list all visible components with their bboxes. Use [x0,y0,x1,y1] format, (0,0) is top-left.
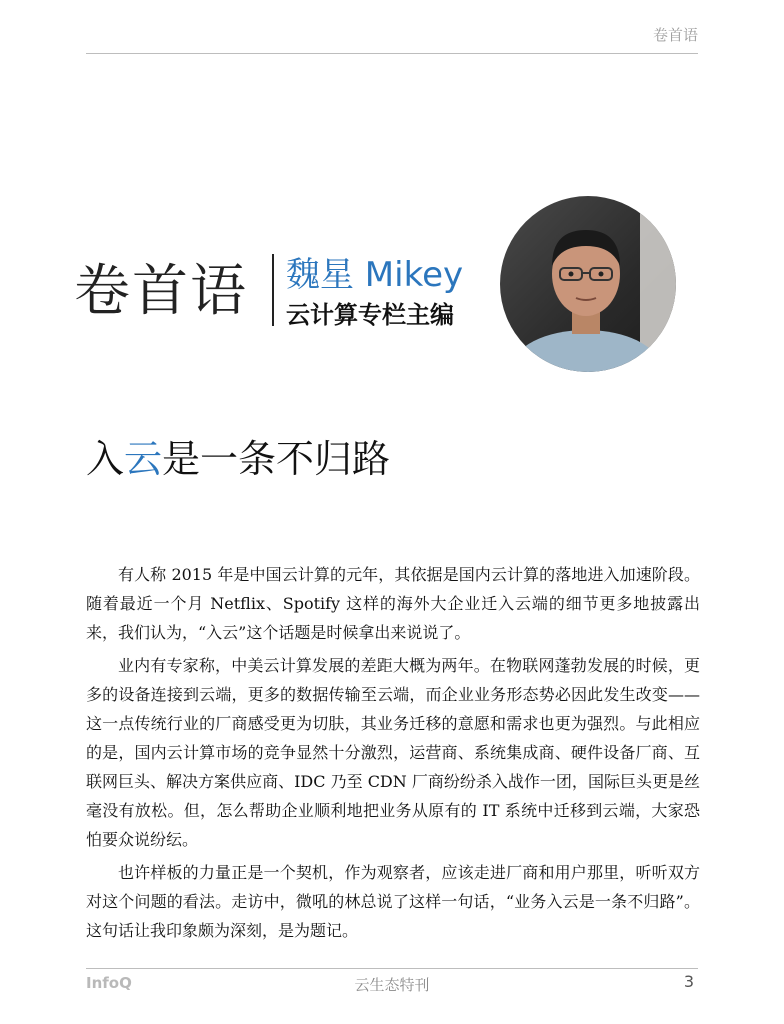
header-rule [86,53,698,54]
headline-pre: 入 [86,437,125,481]
article-headline [86,428,390,483]
article-body [86,560,700,949]
article-paragraph-3: 也许样板的力量正是一个契机，作为观察者，应该走进厂商和用户那里，听听双方对这个问题的看法。走访中，微吼的林总说了这样一句话，“业务入云是一条不归路”。这句话让我印象颇为深刻，是为题记。 [86,863,700,940]
author-role: 云计算专栏主编 [286,301,454,329]
footer-rule [86,968,698,969]
section-title: 卷首语 [74,259,248,324]
headline-post: 是一条不归路 [162,437,391,481]
article-paragraph-2: 业内有专家称，中美云计算发展的差距大概为两年。在物联网蓬勃发展的时候，更多的设备连接到云端，更多的数据传输至云端，而企业业务形态势必因此发生改变——这一点传统行业的厂商感受更为切肤，其业务迁移的意愿和需求也更为强烈。与此相应的是，国内云计算市场的竞争显然十分激烈，运营商、系统集成商、硬件设备厂商、互联网巨头、解决方案供应商、IDC 乃至 CDN 厂商纷纷杀入战作一团，国际巨头更是丝毫没有放松。但，怎么帮助企业顺利地把业务从原有的 IT 系统中迁移到云端，大家恐怕要众说纷纭。 [86,656,700,849]
author-name: 魏星 Mikey [286,255,464,295]
author-portrait [500,196,676,372]
portrait-illustration [500,196,676,372]
title-divider [272,254,274,326]
page-number: 3 [683,972,694,991]
headline-accent: 云 [124,437,163,481]
article-paragraph-1: 有人称 2015 年是中国云计算的元年，其依据是国内云计算的落地进入加速阶段。随着最近一个月 Netflix、Spotify 这样的海外大企业迁入云端的细节更多地披露出来，我们认为，“入云”这个话题是时候拿出来说说了。 [86,565,700,642]
infoq-logo: InfoQ [86,974,132,992]
publication-title: 云生态特刊 [354,976,430,994]
running-head: 卷首语 [652,26,698,44]
